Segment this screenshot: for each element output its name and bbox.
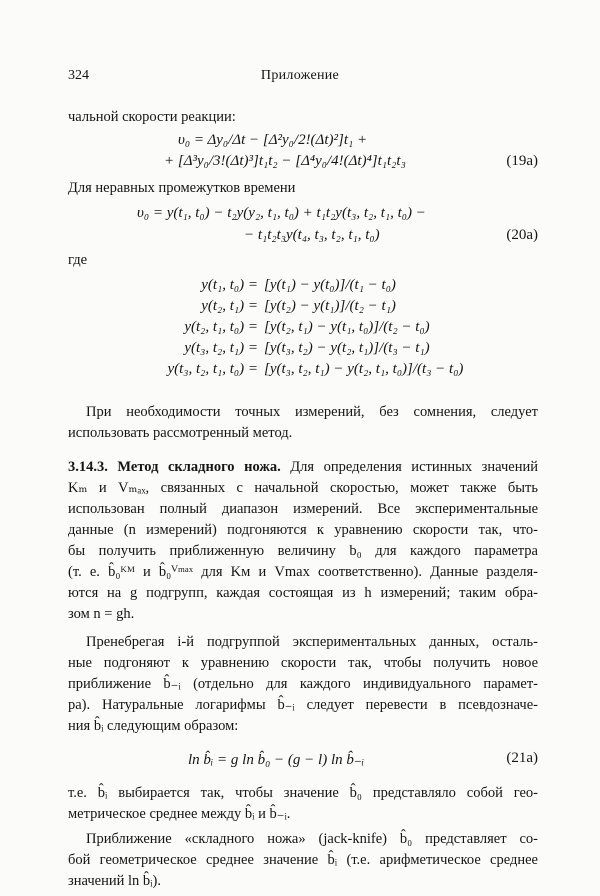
equation-20a-line2: − t₁t₂t₃y(t₄, t₃, t₂, t₁, t₀): [244, 227, 380, 243]
divided-difference-lhs: y(t₁, t₀) =: [201, 277, 258, 293]
text-line: ра). Натуральные логарифмы b̂₋ᵢ следует перевести в псевдозначе-: [68, 697, 538, 713]
divided-difference-lhs: y(t₃, t₂, t₁, t₀) =: [167, 361, 258, 377]
equation-19a-line1: υ₀ = Δy₀/Δt − [Δ²y₀/2!(Δt)²]t₁ +: [178, 132, 368, 148]
divided-difference-lhs: y(t₂, t₁, t₀) =: [184, 319, 258, 335]
section-heading: 3.14.3. Метод складного ножа.: [68, 459, 281, 475]
text-line: ния b̂ᵢ следующим образом:: [68, 718, 239, 734]
equation-19a-line2: + [Δ³y₀/3!(Δt)³]t₁t₂ − [Δ⁴y₀/4!(Δt)⁴]t₁t₂t₃: [164, 153, 406, 169]
equation-20a-line1: υ₀ = y(t₁, t₀) − t₂y(y₂, t₁, t₀) + t₁t₂y(t₃, t₂, t₁, t₀) −: [137, 205, 426, 221]
text-line: чальной скорости реакции:: [68, 109, 236, 125]
text-line: Kₘ и Vₘₐₓ, связанных с начальной скоростью, может также быть: [68, 480, 538, 496]
text-line: Для неравных промежутков времени: [68, 180, 296, 196]
divided-difference-lhs: y(t₂, t₁) =: [201, 298, 258, 314]
equation-21a: ln b̂ᵢ = g ln b̂₀ − (g − l) ln b̂₋ᵢ: [188, 752, 365, 768]
divided-difference-rhs: [y(t₁) − y(t₀)]/(t₁ − t₀): [264, 277, 396, 293]
text-line: использовать рассмотренный метод.: [68, 425, 293, 441]
divided-difference-lhs: y(t₃, t₂, t₁) =: [184, 340, 258, 356]
text-line: зом n = gh.: [68, 606, 135, 622]
text-line: ются на g подгрупп, каждая состоящая из h измерений; таким обра-: [68, 585, 538, 601]
text-line: т.е. b̂ᵢ выбирается так, чтобы значение b̂₀ представляло собой гео-: [68, 785, 538, 801]
text-line: приближение b̂₋ᵢ (отдельно для каждого индивидуального парамет-: [68, 676, 538, 692]
text-line: использован полный диапазон измерений. Все экспериментальные: [68, 501, 538, 517]
text-line: ные подгоняют к уравнению скорости так, чтобы получить новое: [68, 655, 538, 671]
text-line: (т. е. b̂₀ᴷᴹ и b̂₀ⱽᵐᵃˣ для Kᴍ и Vmax соответственно). Данные разделя-: [68, 564, 538, 580]
section-text: Для определения истинных значений: [280, 459, 538, 475]
divided-difference-rhs: [y(t₂, t₁) − y(t₁, t₀)]/(t₂ − t₀): [264, 319, 430, 335]
text-line: бой геометрическое среднее значение b̂ᵢ (т.е. арифметическое среднее: [68, 852, 538, 868]
divided-difference-rhs: [y(t₃, t₂) − y(t₂, t₁)]/(t₃ − t₁): [264, 340, 430, 356]
text-line: где: [68, 252, 88, 268]
divided-difference-rhs: [y(t₂) − y(t₁)]/(t₂ − t₁): [264, 298, 396, 314]
equation-number-21a: (21a): [506, 750, 538, 766]
text-line: бы получить приближенную величину b₀ для каждого параметра: [68, 543, 538, 559]
text-line: При необходимости точных измерений, без сомнения, следует: [86, 404, 538, 420]
divided-difference-rhs: [y(t₃, t₂, t₁) − y(t₂, t₁, t₀)]/(t₃ − t₀): [264, 361, 464, 377]
text-line: Приближение «складного ножа» (jack-knife) b̂₀ представляет со-: [86, 831, 538, 847]
text-line: значений ln b̂ᵢ).: [68, 873, 161, 889]
text-line: данные (n измерений) подгоняются к уравнению скорости так, что-: [68, 522, 538, 538]
equation-number-19a: (19a): [506, 153, 538, 169]
equation-number-20a: (20a): [506, 227, 538, 243]
text-line: Пренебрегая i-й подгруппой экспериментальных данных, осталь-: [86, 634, 538, 650]
running-title: Приложение: [260, 68, 340, 83]
page-number: 324: [68, 68, 89, 83]
section-first-line: [68, 459, 538, 476]
text-line: метрическое среднее между b̂ᵢ и b̂₋ᵢ.: [68, 806, 291, 822]
